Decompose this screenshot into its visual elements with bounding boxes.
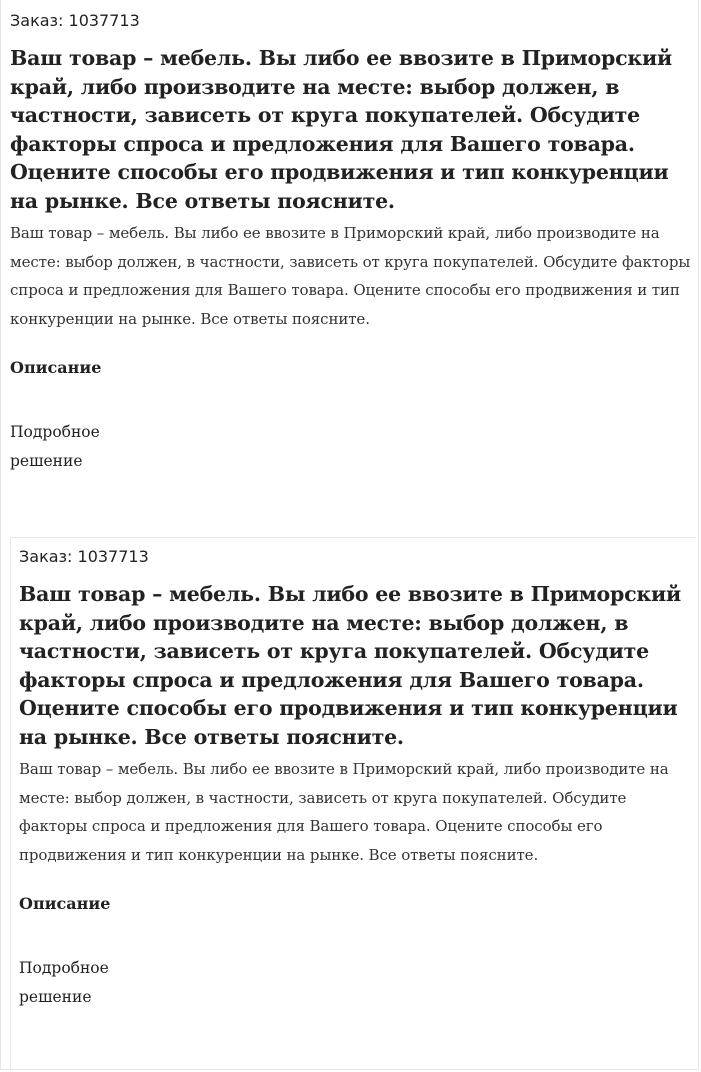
order-card-nested xyxy=(10,537,696,1069)
order-number: Заказ: 1037713 xyxy=(10,11,140,30)
description-heading: Описание xyxy=(19,894,111,914)
order-number: Заказ: 1037713 xyxy=(19,547,149,566)
task-description: Ваш товар – мебель. Вы либо ее ввозите в Приморский край, либо производите на месте: выбор должен, в частности, зависеть от круга покупателей. Обсудите факторы спроса и предложения для Вашего товара. Оцените способы его продвижения и тип конкуренции на рынке. Все ответы поясните. xyxy=(19,760,669,864)
task-title: Ваш товар – мебель. Вы либо ее ввозите в Приморский край, либо производите на месте: выбор должен, в частности, зависеть от круга покупателей. Обсудите факторы спроса и предложения для Вашего товара. Оцените способы его продвижения и тип конкуренции на рынке. Все ответы поясните. xyxy=(19,582,682,749)
description-heading: Описание xyxy=(10,358,102,378)
task-title: Ваш товар – мебель. Вы либо ее ввозите в Приморский край, либо производите на месте: выбор должен, в частности, зависеть от круга покупателей. Обсудите факторы спроса и предложения для Вашего товара. Оцените способы его продвижения и тип конкуренции на рынке. Все ответы поясните. xyxy=(10,46,673,213)
order-card xyxy=(10,8,694,476)
task-description: Ваш товар – мебель. Вы либо ее ввозите в Приморский край, либо производите на месте: выбор должен, в частности, зависеть от круга покупателей. Обсудите факторы спроса и предложения для Вашего товара. Оцените способы его продвижения и тип конкуренции на рынке. Все ответы поясните. xyxy=(10,224,691,328)
detailed-solution-link[interactable]: Подробное решение xyxy=(10,423,100,471)
detailed-solution-link[interactable]: Подробное решение xyxy=(19,959,109,1007)
